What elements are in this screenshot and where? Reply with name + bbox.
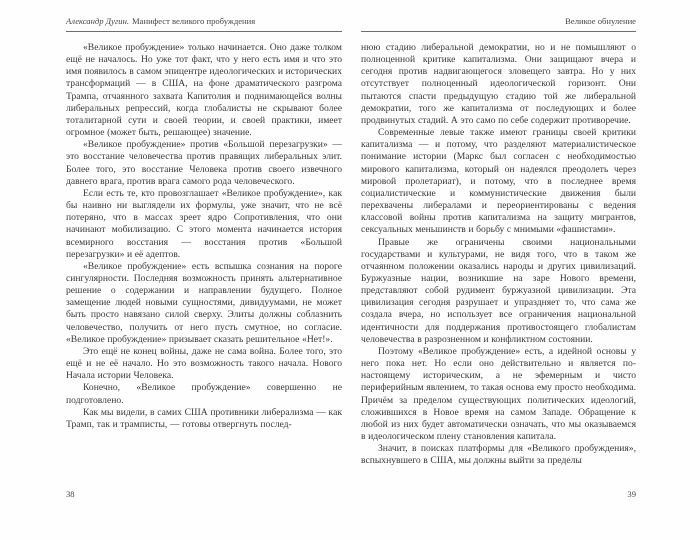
running-header-left [66, 16, 342, 32]
header-chapter-title: Великое обнуление [565, 16, 636, 26]
paragraph: Если есть те, кто провозглашает «Великое пробуждение», как бы наивно ни выглядели их формулы, уже значит, что не всё потеряно, что в массах зреет ядро Сопротивления, что они начинают мобилизацию. С этого момента начинается история всемирного восстания — восстания против «Большой перезагрузки» и её адептов. [66, 187, 342, 260]
paragraph: «Великое пробуждение» против «Большой перезагрузки» — это восстание человечества против правящих либеральных элит. Более того, это восстание Человека против своего извечного давнего врага, против врага самого рода человеческого. [66, 139, 342, 187]
page-number-left: 38 [66, 489, 75, 499]
paragraph: Конечно, «Великое пробуждение» совершенно не подготовлено. [66, 382, 342, 406]
page-number-right: 39 [627, 489, 636, 499]
page-body-left [66, 42, 342, 431]
running-header-right [361, 16, 636, 32]
paragraph: Поэтому «Великое пробуждение» есть, а идейной основы у него пока нет. Но если оно действительно и является по-настоящему историческим, а не эфемерным и чисто периферийным явлением, то такая основа ему просто необходима. Причём за пределом существующих политических идеологий, сложившихся в Новое время на самом Западе. Обращение к любой из них будет автоматически означать, что мы оказываемся в идеологическом плену становления капитала. [361, 345, 636, 442]
paragraph: Значит, в поисках платформы для «Великого пробуждения», вспыхнувшего в США, мы должны выйти за пределы [361, 443, 636, 467]
page-left [66, 0, 342, 540]
paragraph: «Великое пробуждение» только начинается. Оно даже толком ещё не началось. Но уже тот факт, что у него есть имя и что это имя появилось в самом эпицентре идеологических и исторических трансформаций — в США, на фоне драматического разгрома Трампа, отчаянного захвата Капитолия и поднимающейся волны либеральных репрессий, когда глобалисты не скрывают более тоталитарной сути и своей теории, и своей практики, имеет огромное (может быть, решающее) значение. [66, 42, 342, 139]
paragraph: Правые же ограничены своими национальными государствами и культурами, не видя того, что в таком же отчаянном положении оказались народы и других цивилизаций. Буржуазные нации, возникшие на заре Нового времени, представляют собой рудимент буржуазной цивилизации. Эта цивилизация сегодня разрушает и упраздняет то, что сама же создала вчера, но использует все ограничения национальной идентичности для поддержания противостоящего глобалистам человечества в разрозненном и конфликтном состоянии. [361, 236, 636, 345]
paragraph: Это ещё не конец войны, даже не сама война. Более того, это ещё и не её начало. Но это возможность такого начала. Нового Начала истории Человека. [66, 345, 342, 382]
header-author: Александр Дугин. [66, 16, 130, 26]
header-book-title: Манифест великого пробуждения [132, 16, 256, 26]
paragraph: нюю стадию либеральной демократии, но и не помышляют о полноценной критике капитализма. Они защищают вчера и сегодня против надвигающегося зловещего завтра. Но у них отсутствует полноценный идеологической горизонт. Они пытаются спасти предыдущую стадию той же либеральной демократии, того же капитализма от последующих и более продвинутых стадий. А это само по себе содержит противоречие. [361, 42, 636, 126]
paragraph: Как мы видели, в самих США противники либерализма — как Трамп, так и трамписты, — готовы отвергнуть послед- [66, 406, 342, 430]
paragraph: Современные левые также имеют границы своей критики капитализма — и потому, что разделяют материалистическое понимание истории (Маркс был согласен с необходимостью мирового капитализма, который он надеялся преодолеть через мировой пролетариат), и потому, что в последнее время социалистические и коммунистические движения были перехвачены либералами и переориентированы с ведения классовой войны против капитализма на защиту мигрантов, сексуальных меньшинств и борьбу с мнимыми «фашистами». [361, 127, 636, 236]
paragraph: «Великое пробуждение» есть вспышка сознания на пороге сингулярности. Последняя возможность принять альтернативное решение о содержании и направлении будущего. Полное замещение людей новыми сущностями, дивидуумами, не может быть просто навязано силой сверху. Элиты должны соблазнить человечество, получить от него пусть смутное, но согласие. «Великое пробуждение» призывает сказать решительное «Нет!». [66, 260, 342, 345]
page-body-right [361, 42, 636, 467]
page-right [361, 0, 636, 540]
